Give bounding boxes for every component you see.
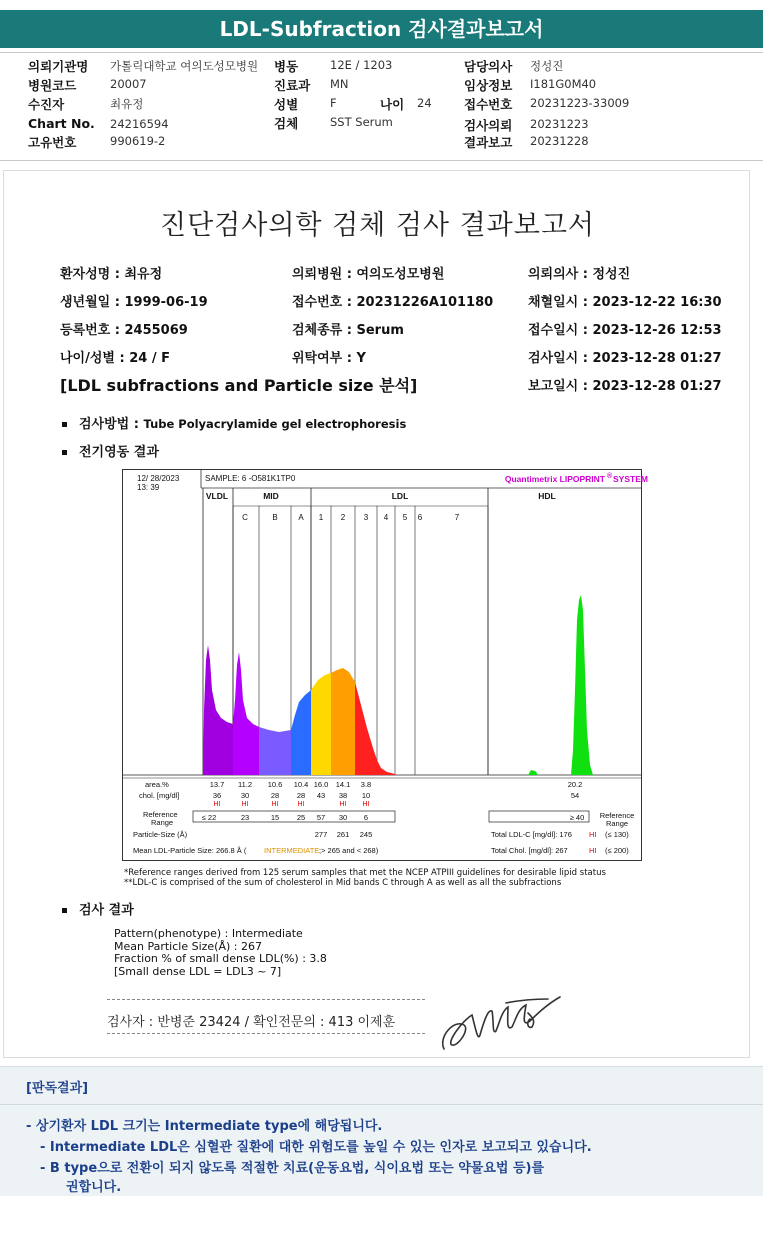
info-value: 정성진 <box>592 267 631 282</box>
header-key: 성별 <box>274 97 299 112</box>
info-label: 접수일시 : 2023-12-26 12:53 <box>528 323 722 338</box>
band-label: 5 <box>402 513 408 522</box>
bullet-icon <box>62 422 67 427</box>
header-value: 가톨릭대학교 여의도성모병원 <box>110 59 259 73</box>
chart-brand-sup: ® <box>607 473 613 480</box>
section-title: [LDL subfractions and Particle size 분석] <box>60 376 418 395</box>
area-row-label: area.% <box>145 780 169 789</box>
header-key: 담당의사 <box>464 59 513 74</box>
ldl3-region <box>355 682 395 775</box>
ref-label: Range <box>605 819 629 828</box>
info-label: 위탁여부 : Y <box>292 351 366 366</box>
area-value: 16.0 <box>313 780 329 789</box>
info-label: 환자성명 : 최유정 <box>60 267 163 282</box>
vldl-peak <box>203 645 233 775</box>
ldl2-region <box>331 668 355 775</box>
chart-brand: Quantimetrix LIPOPRINT <box>504 474 605 484</box>
chol-value: 30 <box>240 791 250 800</box>
info-value: 20231226A101180 <box>356 295 494 310</box>
mid-c-peak <box>233 652 259 775</box>
chart-svg <box>123 470 648 862</box>
chol-value: 43 <box>316 791 326 800</box>
chart-date: 12/ 28/2023 <box>137 474 180 483</box>
chart-footnote: *Reference ranges derived from 125 serum samples that met the NCEP ATPIII guidelines for desirable lipid status **LDL-C is comprised of the sum of cholesterol in Mid bands C through A as well as all the subfractions <box>124 868 606 888</box>
mean-tail: ;> 265 and < 268) <box>319 846 379 855</box>
lipoprint-chart <box>122 469 648 861</box>
band-label: 3 <box>363 513 369 522</box>
info-label: 채혈일시 : 2023-12-22 16:30 <box>528 295 722 310</box>
electrophoresis-heading: 전기영동 결과 <box>62 441 159 460</box>
document-title: 진단검사의학 검체 검사 결과보고서 <box>160 210 595 241</box>
chart-sample-id: SAMPLE: 6 -O581K1TP0 <box>205 474 296 483</box>
hi-flag: HI <box>213 801 221 808</box>
chol-row-label: chol. [mg/dl] <box>139 791 180 800</box>
signature-image <box>436 991 566 1057</box>
result-line: [Small dense LDL = LDL3 ~ 7] <box>114 964 282 978</box>
info-label: 보고일시 : 2023-12-28 01:27 <box>528 379 722 394</box>
info-label: 의뢰병원 : 여의도성모병원 <box>292 267 445 282</box>
interpretation-line: 권합니다. <box>66 1180 122 1195</box>
total-ldl: Total LDL-C [mg/dl]: 176 <box>491 830 572 839</box>
hi-flag: HI <box>589 830 597 839</box>
group-label-vldl: VLDL <box>205 491 229 501</box>
header-key: 고유번호 <box>28 135 77 150</box>
chart-time: 13: 39 <box>137 483 160 492</box>
ref-value: 6 <box>363 813 369 822</box>
interpretation-line: - B type으로 전환이 되지 않도록 적절한 치료(운동요법, 식이요법 또는 약물요법 등)를 <box>40 1161 545 1176</box>
header-value: 20007 <box>110 77 147 91</box>
hi-flag: HI <box>271 801 279 808</box>
ref-label: Reference <box>143 810 178 819</box>
result-line: Fraction % of small dense LDL(%) : 3.8 <box>114 952 327 965</box>
info-value: 2023-12-26 12:53 <box>592 323 722 338</box>
area-value: 20.2 <box>567 780 583 789</box>
header-value: 20231223-33009 <box>530 96 630 110</box>
hi-flag: HI <box>297 801 305 808</box>
group-label-hdl: HDL <box>538 491 556 501</box>
area-value: 10.4 <box>293 780 309 789</box>
area-value: 14.1 <box>335 780 351 789</box>
result-line: Pattern(phenotype) : Intermediate <box>114 927 303 940</box>
header-key: 결과보고 <box>464 135 513 150</box>
mid-a-region <box>291 690 311 775</box>
header-value: 24216594 <box>110 117 169 131</box>
signer-line: 검사자 : 반병준 23424 / 확인전문의 : 413 이제훈 <box>107 1015 396 1030</box>
bullet-icon <box>62 908 67 913</box>
interpretation-panel <box>0 1066 763 1196</box>
info-label: 나이/성별 : 24 / F <box>60 351 171 366</box>
ref-value: 30 <box>338 813 348 822</box>
header-value: 20231223 <box>530 117 589 131</box>
info-label: 검체종류 : Serum <box>292 323 404 338</box>
area-value: 13.7 <box>209 780 225 789</box>
hdl-small-bump <box>528 770 537 775</box>
chol-value: 10 <box>361 791 371 800</box>
lab-report-document <box>3 170 750 1058</box>
info-value: 2023-12-28 01:27 <box>592 379 722 394</box>
area-value: 11.2 <box>237 780 253 789</box>
chol-value: 38 <box>338 791 348 800</box>
band-label: 2 <box>340 513 346 522</box>
area-value: 10.6 <box>267 780 283 789</box>
info-value: 2455069 <box>124 323 188 338</box>
header-key: 진료과 <box>274 78 311 93</box>
header-key: 수진자 <box>28 97 65 112</box>
report-title-bar: LDL-Subfraction 검사결과보고서 <box>0 10 763 48</box>
result-line: Mean Particle Size(Å) : 267 <box>114 939 262 953</box>
particle-value: 245 <box>359 830 373 839</box>
particle-value: 277 <box>314 830 328 839</box>
band-label: 1 <box>318 513 324 522</box>
patient-header <box>0 52 763 162</box>
mean-status: INTERMEDIATE <box>264 846 320 855</box>
header-key: 임상정보 <box>464 78 513 93</box>
hi-flag: HI <box>241 801 249 808</box>
header-value: 최유정 <box>110 97 144 111</box>
header-key: 병원코드 <box>28 78 77 93</box>
info-label: 의뢰의사 : 정성진 <box>528 267 631 282</box>
header-key: 접수번호 <box>464 97 513 112</box>
header-value: 20231228 <box>530 134 589 148</box>
area-value: 3.8 <box>360 780 372 789</box>
interpretation-title: [판독결과] <box>26 1081 89 1096</box>
header-value: SST Serum <box>330 115 393 129</box>
info-value: Y <box>356 351 366 366</box>
header-value: I181G0M40 <box>530 77 597 91</box>
header-value: 990619-2 <box>110 134 166 148</box>
total-chol: Total Chol. [mg/dl]: 267 <box>491 846 568 855</box>
total-ldl-ref: (≤ 130) <box>605 830 629 839</box>
ref-value: 57 <box>316 813 326 822</box>
total-chol-ref: (≤ 200) <box>605 846 629 855</box>
ref-value: 23 <box>240 813 250 822</box>
header-value: F <box>330 96 337 110</box>
info-label: 등록번호 : 2455069 <box>60 323 188 338</box>
header-value: MN <box>330 77 349 91</box>
particle-label: Particle-Size (Å) <box>133 830 188 839</box>
info-label: 검사일시 : 2023-12-28 01:27 <box>528 351 722 366</box>
particle-value: 261 <box>336 830 350 839</box>
header-key: 검체 <box>274 116 299 131</box>
header-value: 24 <box>417 96 432 110</box>
method-line: 검사방법 : Tube Polyacrylamide gel electrophoresis <box>62 413 406 432</box>
result-heading: 검사 결과 <box>62 899 134 918</box>
interpretation-line: - 상기환자 LDL 크기는 Intermediate type에 해당됩니다. <box>26 1119 383 1134</box>
band-label: 4 <box>383 513 389 522</box>
header-value: 12E / 1203 <box>330 58 393 72</box>
mid-b-region <box>259 727 291 775</box>
ldl1-region <box>311 673 331 775</box>
info-label: 생년월일 : 1999-06-19 <box>60 295 208 310</box>
chart-brand-tail: SYSTEM <box>613 474 648 484</box>
header-value: 정성진 <box>530 59 564 73</box>
mean-label: Mean LDL-Particle Size: 266.8 Å ( <box>133 846 247 855</box>
chol-value: 28 <box>296 791 306 800</box>
header-key: 나이 <box>380 97 405 112</box>
ref-value: ≥ 40 <box>569 813 585 822</box>
info-label: 접수번호 : 20231226A101180 <box>292 295 494 310</box>
header-key: 검사의뢰 <box>464 118 513 133</box>
hi-flag: HI <box>362 801 370 808</box>
header-key: Chart No. <box>28 116 95 131</box>
ref-label: Range <box>151 818 174 827</box>
group-label-ldl: LDL <box>391 491 409 501</box>
band-label: A <box>298 513 304 522</box>
hi-flag: HI <box>589 846 597 855</box>
group-label-mid: MID <box>263 491 279 501</box>
header-key: 병동 <box>274 59 299 74</box>
header-key: 의뢰기관명 <box>28 59 89 74</box>
bullet-icon <box>62 450 67 455</box>
divider <box>107 1033 425 1034</box>
ref-value: ≤ 22 <box>201 813 217 822</box>
info-value: 여의도성모병원 <box>356 267 445 282</box>
ref-value: 15 <box>270 813 280 822</box>
ref-label: Reference <box>599 811 635 820</box>
band-label: 6 <box>417 513 423 522</box>
band-label: 7 <box>454 513 460 522</box>
info-value: 24 / F <box>129 351 171 366</box>
info-value: 2023-12-22 16:30 <box>592 295 722 310</box>
ref-value: 25 <box>296 813 306 822</box>
chol-value: 28 <box>270 791 280 800</box>
band-label: B <box>272 513 278 522</box>
band-label: C <box>242 513 248 522</box>
result-lines <box>114 928 327 978</box>
chol-value: 54 <box>570 791 580 800</box>
info-value: 2023-12-28 01:27 <box>592 351 722 366</box>
divider <box>107 999 425 1000</box>
hi-flag: HI <box>339 801 347 808</box>
hdl-peak <box>571 595 593 775</box>
info-value: 1999-06-19 <box>124 295 208 310</box>
info-value: Serum <box>356 323 404 338</box>
chol-value: 36 <box>212 791 222 800</box>
info-value: 최유정 <box>124 267 163 282</box>
interpretation-line: - Intermediate LDL은 심혈관 질환에 대한 위험도를 높일 수 있는 인자로 보고되고 있습니다. <box>40 1140 592 1155</box>
